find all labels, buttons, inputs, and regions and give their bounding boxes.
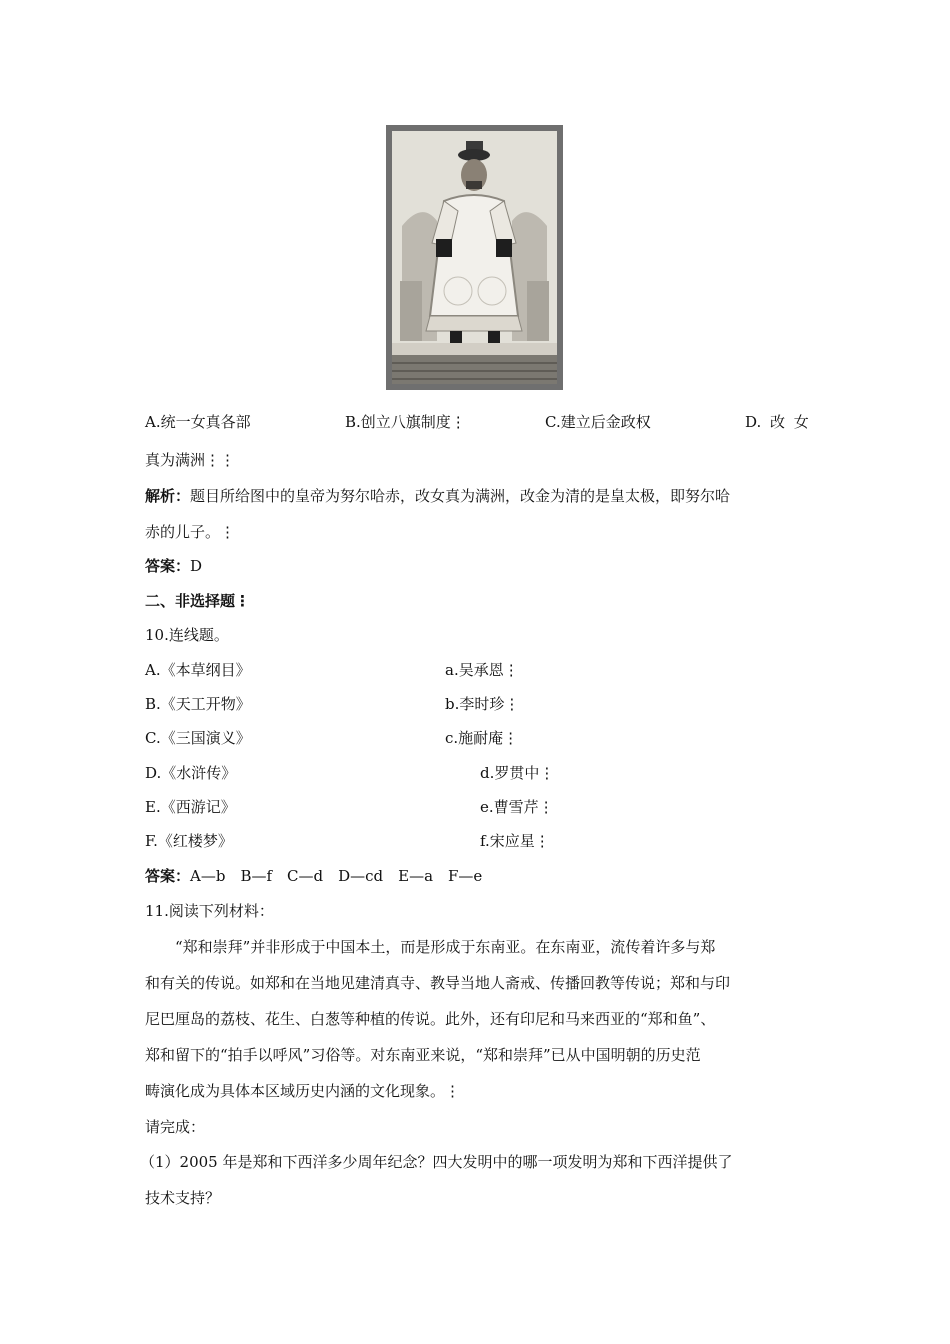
q10-left-d: D.《水浒传》 [145,764,237,782]
q10-left-c: C.《三国演义》 [145,729,251,747]
section-2-title: 二、非选择题⋮ [145,592,251,610]
q10-right-c: c.施耐庵⋮ [445,729,519,747]
q10-right-b: b.李时珍⋮ [445,695,520,713]
option-c: C.建立后金政权 [545,413,651,431]
analysis-text-1: 题目所给图中的皇帝为努尔哈赤，改女真为满洲，改金为清的是皇太极，即努尔哈 [190,487,731,505]
q11-sub1-line-2: 技术支持？ [145,1189,221,1207]
q10-left-f: F.《红楼梦》 [145,832,233,850]
q10-right-e: e.曹雪芹⋮ [480,798,554,816]
q11-material-line-3: 尼巴厘岛的荔枝、花生、白葱等种植的传说。此外，还有印尼和马来西亚的“郑和鱼”、 [145,1010,716,1028]
answer-9-label: 答案： [145,557,191,575]
answer-9 [145,556,202,576]
option-d: D. 改 女 [745,413,809,431]
analysis-line-1 [145,486,730,506]
q10-left-b: B.《天工开物》 [145,695,251,713]
option-b: B.创立八旗制度⋮ [345,413,466,431]
portrait-drawing [392,131,557,384]
q10-left-e: E.《西游记》 [145,798,236,816]
q11-material-line-4: 郑和留下的“拍手以呼风”习俗等。对东南亚来说，“郑和崇拜”已从中国明朝的历史范 [145,1046,701,1064]
option-a: A.统一女真各部 [145,413,251,431]
q11-material-line-5: 畴演化成为具体本区域历史内涵的文化现象。⋮ [145,1082,461,1100]
answer-9-value: D [190,557,203,575]
answer-10-value: A—b B—f C—d D—cd E—a F—e [190,867,483,885]
q11-prompt: 请完成： [145,1118,206,1136]
q11-material-line-2: 和有关的传说。如郑和在当地见建清真寺、教导当地人斋戒、传播回教等传说；郑和与印 [145,974,731,992]
answer-10 [145,866,482,886]
answer-10-label: 答案： [145,867,191,885]
q10-right-f: f.宋应星⋮ [480,832,550,850]
q10-title: 10.连线题。 [145,626,229,644]
analysis-label: 解析： [145,487,191,505]
option-d-continued: 真为满洲⋮⋮ [145,451,236,469]
q11-sub1-line-1: （1）2005 年是郑和下西洋多少周年纪念？四大发明中的哪一项发明为郑和下西洋提供了 [140,1153,733,1171]
q10-left-a: A.《本草纲目》 [145,661,251,679]
emperor-portrait-image [386,125,563,390]
q11-title: 11.阅读下列材料： [145,902,274,920]
analysis-line-2: 赤的儿子。⋮ [145,523,236,541]
q11-material-line-1: “郑和崇拜”并非形成于中国本土，而是形成于东南亚。在东南亚，流传着许多与郑 [175,938,716,956]
q10-right-a: a.吴承恩⋮ [445,661,519,679]
q10-right-d: d.罗贯中⋮ [480,764,555,782]
